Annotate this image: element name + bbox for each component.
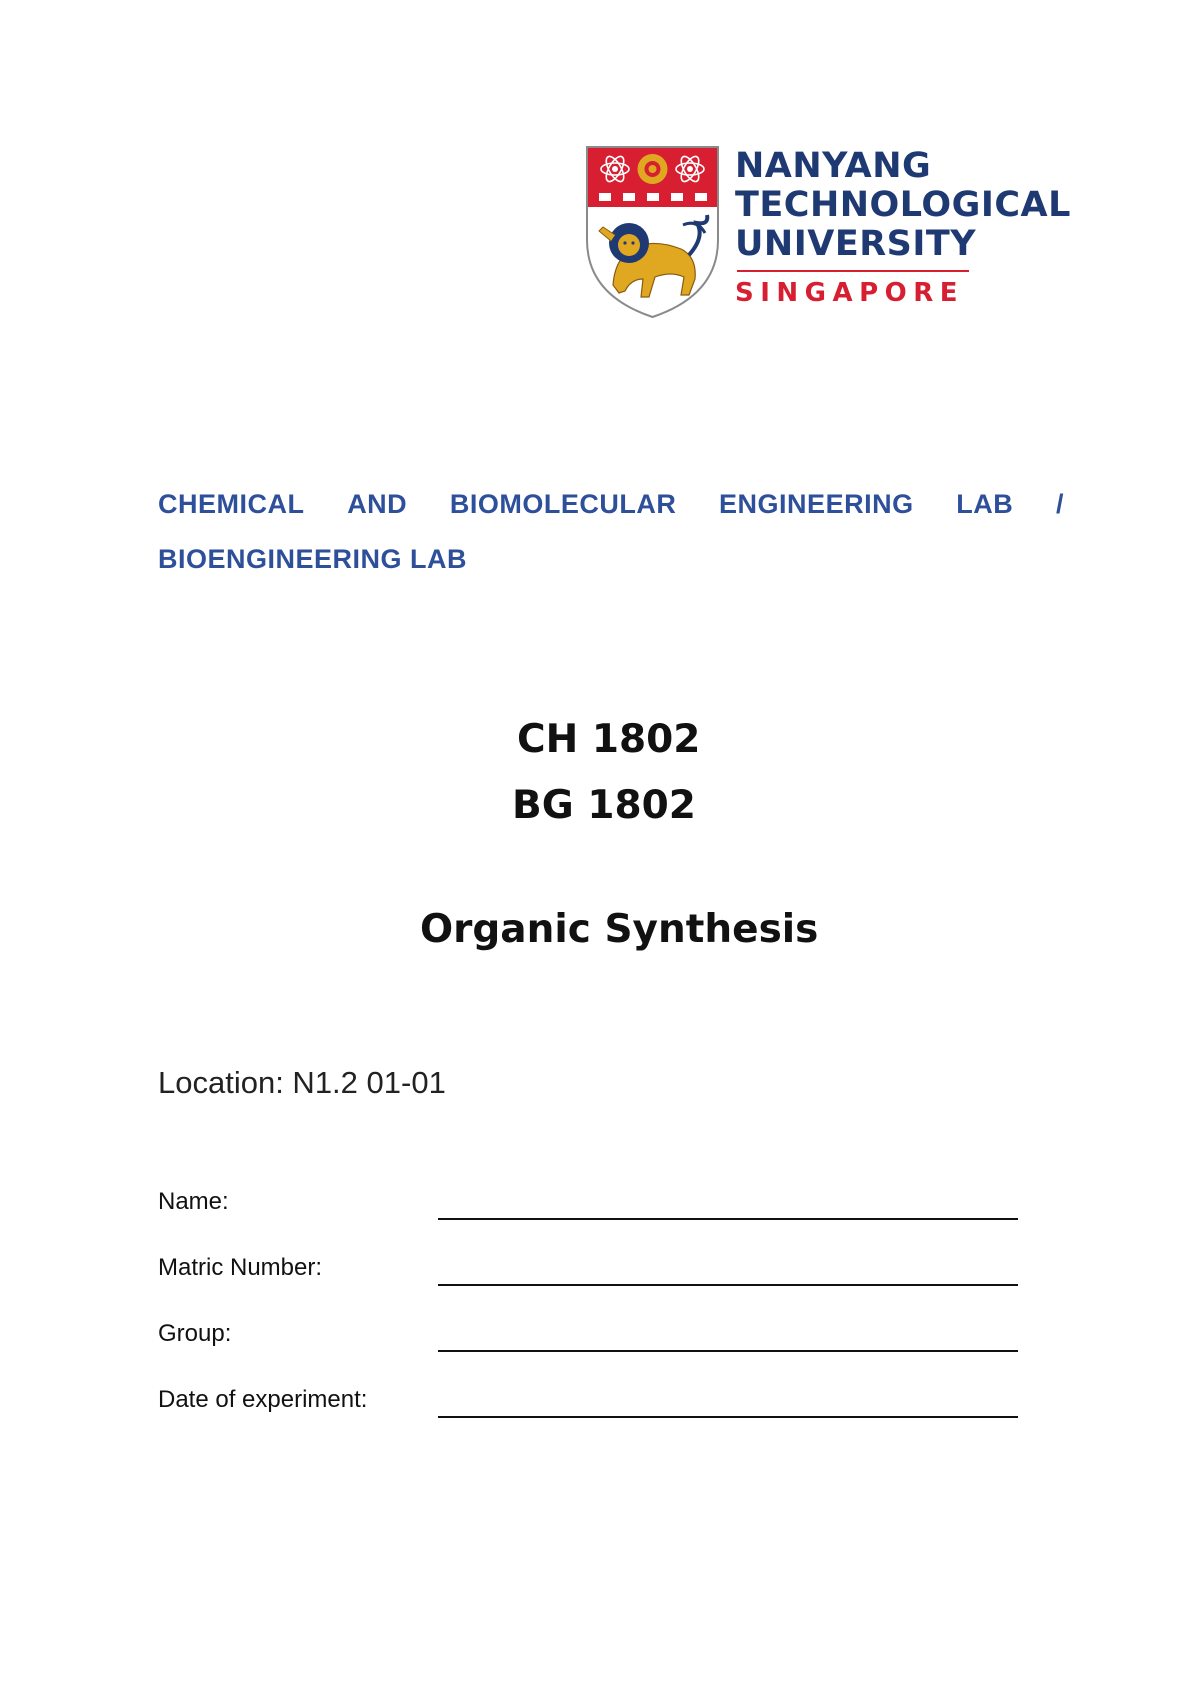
wordmark-divider [737,270,969,272]
name-line[interactable] [438,1218,1018,1220]
document-title: Organic Synthesis [420,907,819,952]
lab-word: AND [347,489,408,519]
lab-word: / [1055,489,1064,519]
lab-word: ENGINEERING [719,489,914,519]
date-of-experiment-label: Date of experiment: [158,1386,368,1413]
course-code-bg: BG 1802 [512,783,696,828]
group-line[interactable] [438,1350,1018,1352]
name-label: Name: [158,1188,229,1215]
group-field[interactable] [158,1312,1018,1352]
matric-number-field[interactable] [158,1246,1018,1286]
lab-word: BIOMOLECULAR [449,489,677,519]
course-code-ch: CH 1802 [517,717,701,762]
group-label: Group: [158,1320,232,1347]
wordmark-line-1: NANYANG [735,146,932,186]
matric-number-line[interactable] [438,1284,1018,1286]
lab-word: LAB [956,489,1014,519]
wordmark-country: SINGAPORE [735,278,965,308]
lab-title-line-2: BIOENGINEERING LAB [158,544,468,574]
wordmark-line-2: TECHNOLOGICAL [735,185,1071,225]
ntu-lion-crest-icon [585,145,720,320]
ntu-wordmark [735,147,1071,308]
matric-number-label: Matric Number: [158,1254,323,1281]
name-field[interactable] [158,1180,1018,1220]
wordmark-line-3: UNIVERSITY [735,224,977,264]
ntu-logo [585,145,1071,320]
date-of-experiment-field[interactable] [158,1378,1018,1418]
date-of-experiment-line[interactable] [438,1416,1018,1418]
location-text: Location: N1.2 01-01 [158,1065,446,1100]
lab-title-line-1 [158,489,1064,520]
lab-word: CHEMICAL [158,489,305,519]
